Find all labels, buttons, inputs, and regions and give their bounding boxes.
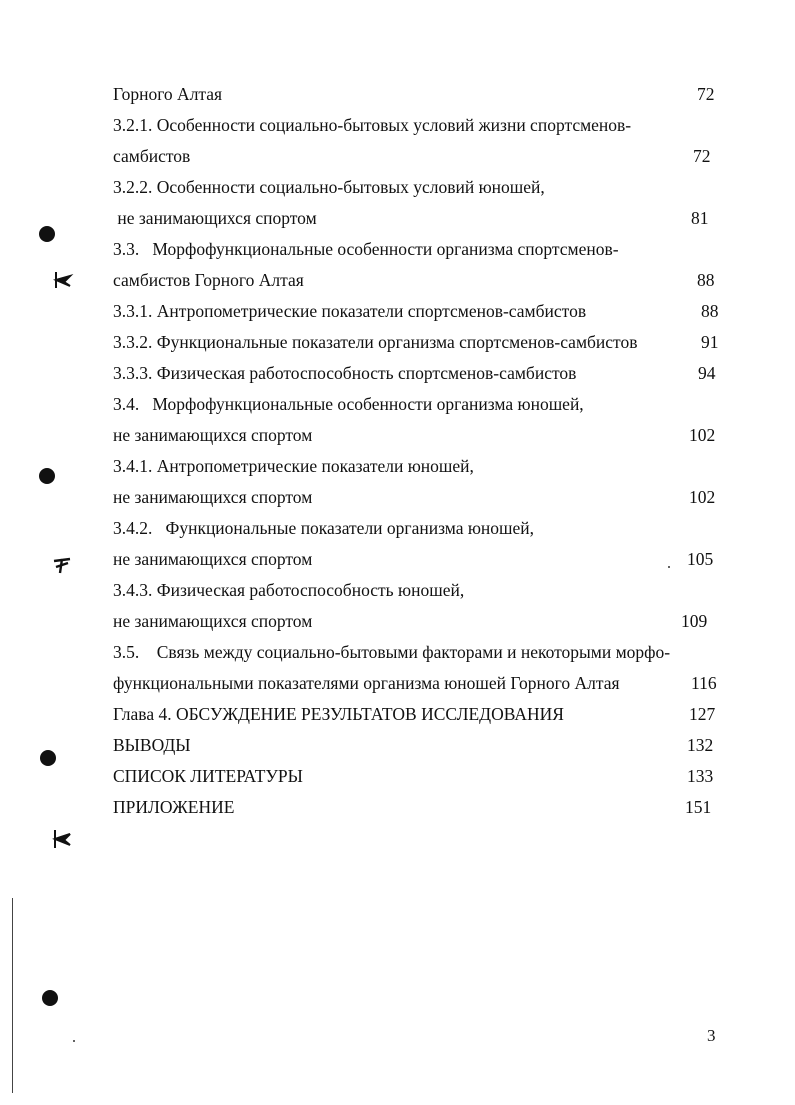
toc-entry-text: 3.4.1. Антропометрические показатели юношей, <box>113 456 474 476</box>
toc-entry-text: 3.5. Связь между социально-бытовыми факторами и некоторыми морфо- <box>113 642 671 662</box>
toc-entry <box>113 669 723 697</box>
toc-entry <box>113 793 723 821</box>
toc-entry-text: 3.4.3. Физическая работоспособность юношей, <box>113 580 465 600</box>
toc-entry <box>113 390 723 418</box>
toc-entry-page: 116 <box>691 673 717 693</box>
scan-edge-line <box>12 898 13 1093</box>
toc-entry <box>113 359 723 387</box>
toc-entry-text: 3.3.3. Физическая работоспособность спортсменов-самбистов <box>113 363 577 383</box>
toc-entry <box>113 762 723 790</box>
toc-entry <box>113 545 723 573</box>
toc-entry <box>113 731 723 759</box>
toc-entry-text: ВЫВОДЫ <box>113 735 191 755</box>
toc-entry-text: ПРИЛОЖЕНИЕ <box>113 797 235 817</box>
toc-entry-page: 72 <box>693 146 711 166</box>
scan-marker-icon <box>52 828 74 854</box>
toc-entry-page: 88 <box>697 270 715 290</box>
toc-entry-text: 3.3.2. Функциональные показатели организма спортсменов-самбистов <box>113 332 638 352</box>
toc-entry-text: самбистов Горного Алтая <box>113 270 304 290</box>
toc-entry-text: не занимающихся спортом <box>113 208 317 228</box>
toc-entry-page: 102 <box>689 425 716 445</box>
toc-entry-text: 3.2.1. Особенности социально-бытовых условий жизни спортсменов- <box>113 115 632 135</box>
toc-entry-text: не занимающихся спортом <box>113 549 313 569</box>
toc-entry-page: 109 <box>681 611 708 631</box>
toc-entry <box>113 514 723 542</box>
toc-entry <box>113 80 723 108</box>
scan-marker-icon <box>52 555 74 581</box>
toc-entry <box>113 452 723 480</box>
toc-entry-page: 151 <box>685 797 712 817</box>
toc-entry-page: 88 <box>701 301 719 321</box>
toc-entry-page: 127 <box>689 704 716 724</box>
toc-entry <box>113 700 723 728</box>
toc-entry <box>113 638 723 666</box>
toc-entry-page: 132 <box>687 735 714 755</box>
binder-hole-icon <box>39 226 55 242</box>
toc-entry-page: 133 <box>687 766 714 786</box>
scan-speck <box>73 1040 75 1042</box>
toc-entry <box>113 111 723 139</box>
toc-entry-text: 3.2.2. Особенности социально-бытовых условий юношей, <box>113 177 545 197</box>
toc-entry <box>113 204 723 232</box>
binder-hole-icon <box>39 468 55 484</box>
toc-entry-text: 3.4.2. Функциональные показатели организма юношей, <box>113 518 535 538</box>
toc-entry-text: самбистов <box>113 146 191 166</box>
toc-entry-text: 3.3.1. Антропометрические показатели спортсменов-самбистов <box>113 301 587 321</box>
toc-entry-text: не занимающихся спортом <box>113 487 313 507</box>
toc-entry-page: 91 <box>701 332 719 352</box>
scan-speck <box>668 566 670 568</box>
toc-entry <box>113 421 723 449</box>
binder-hole-icon <box>40 750 56 766</box>
toc-entry-text: не занимающихся спортом <box>113 425 313 445</box>
toc-entry-text: СПИСОК ЛИТЕРАТУРЫ <box>113 766 303 786</box>
toc-entry <box>113 483 723 511</box>
toc-entry-page: 81 <box>691 208 709 228</box>
toc-entry <box>113 235 723 263</box>
toc-entry <box>113 607 723 635</box>
toc-entry <box>113 266 723 294</box>
binder-hole-icon <box>42 990 58 1006</box>
toc-entry-text: Глава 4. ОБСУЖДЕНИЕ РЕЗУЛЬТАТОВ ИССЛЕДОВАНИЯ <box>113 704 564 724</box>
toc-entry <box>113 328 723 356</box>
toc-entry-page: 94 <box>698 363 716 383</box>
page-number: 3 <box>707 1026 716 1045</box>
toc-entry-page: 72 <box>697 84 715 104</box>
toc-entry-text: функциональными показателями организма юношей Горного Алтая <box>113 673 620 693</box>
toc-entry <box>113 142 723 170</box>
toc-entry-text: 3.4. Морфофункциональные особенности организма юношей, <box>113 394 584 414</box>
toc-entry <box>113 297 723 325</box>
toc-entry-text: Горного Алтая <box>113 84 223 104</box>
toc-entry <box>113 173 723 201</box>
scan-marker-icon <box>52 270 74 294</box>
toc-entry-text: не занимающихся спортом <box>113 611 313 631</box>
toc-entry-page: 102 <box>689 487 716 507</box>
toc-entry-text: 3.3. Морфофункциональные особенности организма спортсменов- <box>113 239 619 259</box>
toc-entry-page: 105 <box>687 549 714 569</box>
toc-entry <box>113 576 723 604</box>
